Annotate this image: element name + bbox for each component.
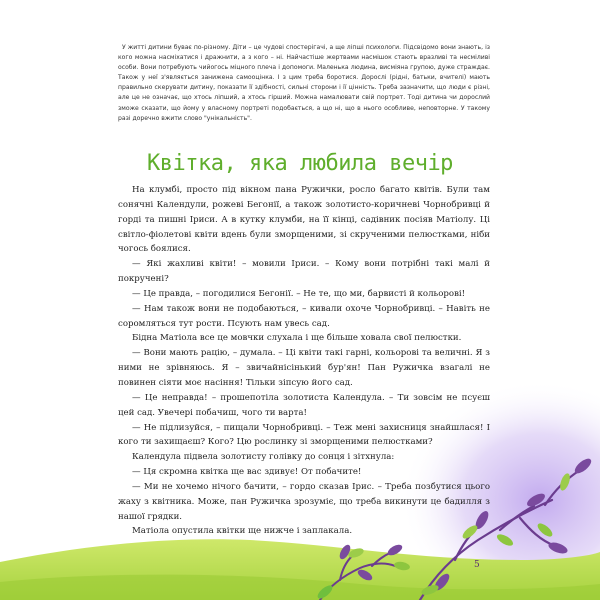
story-paragraph: — Нам також вони не подобаються, – кивали охоче Чорнобривці. – Навіть не соромляться тут рости. Псують нам увесь сад. (118, 303, 490, 329)
story-paragraph: Бідна Матіола все це мовчки слухала і ще більше ховала свої пелюстки. (132, 333, 462, 344)
story-paragraph: — Це неправда! – прошепотіла золотиста Календула. – Ти зовсім не псуєш цей сад. Увечері побачиш, чого ти варта! (118, 392, 490, 418)
story-paragraph: — Ця скромна квітка ще вас здивує! От побачите! (132, 467, 362, 478)
story-paragraph: Календула підвела золотисту голівку до сонця і зітхнула: (132, 452, 395, 463)
story-paragraph: — Ми не хочемо нічого бачити, – гордо сказав Ірис. – Треба позбутися цього жаху з квітника. Може, пан Ружичка зрозуміє, що треба викинути це бадилля з нашої грядки. (118, 481, 490, 522)
story-body (118, 183, 490, 539)
story-paragraph: — Це правда, – погодилися Бегонії. – Не те, що ми, барвисті й кольорові! (132, 288, 466, 299)
story-paragraph: На клумбі, просто під вікном пана Ружички, росло багато квітів. Були там сонячні Календули, рожеві Бегонії, а також золотисто-коричневі Чорнобривці й горді та пишні Іриси. А в кутку клумби, на її кінці, садівник посіяв Матіолу. Ці світло-фіолетові квіти вдень були зморщеними, зі скрученими пелюстками, ніби чогось боялися. (118, 185, 490, 255)
story-paragraph: — Які жахливі квіти! – мовили Іриси. – Кому вони потрібні такі малі й покручені? (118, 259, 490, 285)
intro-text: У житті дитини буває по-різному. Діти – це чудові спостерігачі, а ще ліпші психологи. Підсвідомо вони знають, із кого можна насміхатися і дражнити, а з кого – ні. Найчастіше жертвами насмішок стають вразливі та несміливі особи. Вони потребують чийогось міцного плеча і допомоги. Маленька людина, висміяна групою, дуже страждає. Також у неї з'являється занижена самооцінка. І з цим треба боротися. Дорослі (рідні, батьки, вчителі) мають правильно скерувати дитину, показати її здібності, сильні сторони і її цінність. Треба зазначити, що люди є різні, але це не означає, що хтось ліпший, а хтось гірший. Можна намалювати свій портрет. Тоді дитина чи дорослий зможе сказати, що йому у власному портреті подобається, а що ні, що в нього особливе, неповторне. У такому разі доречно вжити слово "унікальність". (118, 44, 490, 122)
story-paragraph: — Вони мають рацію, – думала. – Ці квіти такі гарні, кольорові та величні. Я з ними не зрівняюсь. Я – звичайнісінький бур'ян! Пан Ружичка взагалі не повинен сіяти моє насіння! Тільки зіпсую його сад. (118, 348, 490, 388)
page-number: 5 (474, 560, 480, 570)
story-title: Квітка, яка любила вечір (147, 151, 453, 176)
story-paragraph: Матіола опустила квітки ще нижче і заплакала. (132, 526, 353, 537)
story-paragraph: — Не підлизуйся, – пищали Чорнобривці. – Теж мені захисниця знайшлася! І кого ти захищаєш? Кого? Цю рослинку зі зморщеними пелюстками? (118, 422, 490, 448)
